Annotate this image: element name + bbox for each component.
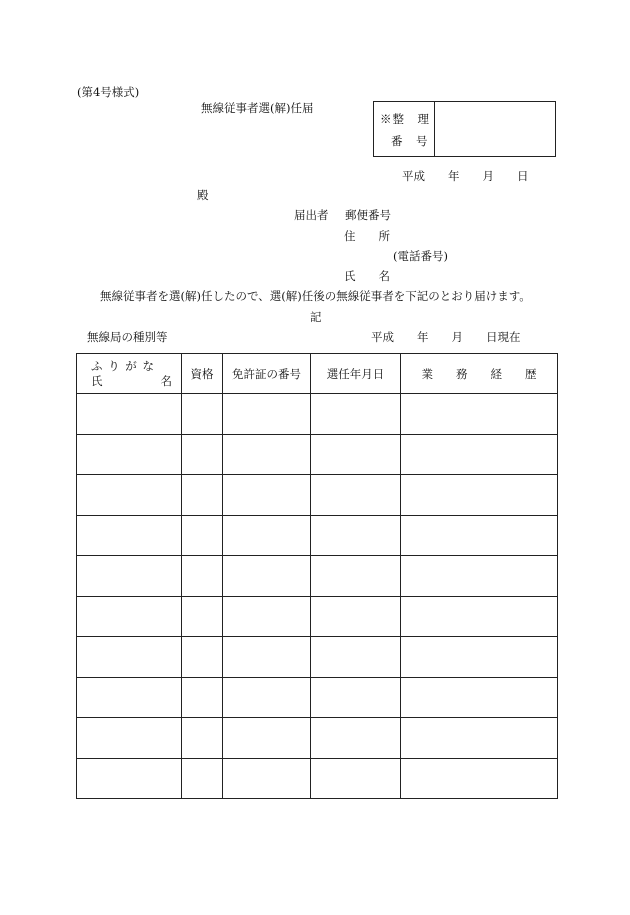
qualification-cell[interactable]: [182, 475, 223, 516]
license-number-cell[interactable]: [223, 718, 311, 759]
table-row: [77, 596, 558, 637]
table-row: [77, 677, 558, 718]
qualification-cell[interactable]: [182, 434, 223, 475]
table-row: [77, 475, 558, 516]
name-cell[interactable]: [77, 596, 182, 637]
table-row: [77, 434, 558, 475]
name-cell[interactable]: [77, 556, 182, 597]
name-cell[interactable]: [77, 718, 182, 759]
appointment-date-cell[interactable]: [311, 515, 401, 556]
license-number-cell[interactable]: [223, 515, 311, 556]
station-type-label: 無線局の種別等: [87, 330, 168, 344]
appointment-date-cell[interactable]: [311, 718, 401, 759]
license-number-cell[interactable]: [223, 637, 311, 678]
header-name-label: [91, 376, 172, 388]
submission-date[interactable]: 平成 年 月 日: [402, 169, 529, 183]
table-row: [77, 515, 558, 556]
header-furigana: ふ り が な: [91, 359, 155, 373]
qualification-cell[interactable]: [182, 394, 223, 435]
addressee-label: 殿: [197, 188, 209, 202]
qualification-cell[interactable]: [182, 758, 223, 799]
appointment-date-cell[interactable]: [311, 758, 401, 799]
license-number-cell[interactable]: [223, 394, 311, 435]
appointment-date-cell[interactable]: [311, 637, 401, 678]
career-cell[interactable]: [401, 637, 558, 678]
header-license-number: 免許証の番号: [223, 354, 311, 394]
table-row: [77, 394, 558, 435]
career-cell[interactable]: [401, 556, 558, 597]
phone-label: (電話番号): [393, 249, 448, 263]
ref-box-label-line1: ※整 理: [380, 112, 430, 126]
license-number-cell[interactable]: [223, 596, 311, 637]
name-cell[interactable]: [77, 677, 182, 718]
appointment-date-cell[interactable]: [311, 475, 401, 516]
postal-code-label: 郵便番号: [345, 208, 391, 222]
career-cell[interactable]: [401, 596, 558, 637]
table-row: [77, 556, 558, 597]
header-career: 業 務 経 歴: [401, 354, 558, 394]
ki-heading: 記: [310, 310, 322, 324]
document-title: 無線従事者選(解)任届: [201, 101, 314, 115]
qualification-cell[interactable]: [182, 637, 223, 678]
qualification-cell[interactable]: [182, 596, 223, 637]
career-cell[interactable]: [401, 475, 558, 516]
form-number: (第4号様式): [77, 85, 140, 99]
ref-box-divider: [434, 102, 435, 156]
table-row: [77, 637, 558, 678]
name-cell[interactable]: [77, 434, 182, 475]
operator-roster-table: [76, 353, 558, 799]
reference-number-box: [373, 101, 556, 157]
license-number-cell[interactable]: [223, 556, 311, 597]
career-cell[interactable]: [401, 758, 558, 799]
ref-box-label-line2: 番 号: [391, 134, 429, 148]
notifier-label: 届出者: [294, 208, 329, 222]
career-cell[interactable]: [401, 677, 558, 718]
qualification-cell[interactable]: [182, 556, 223, 597]
name-cell[interactable]: [77, 475, 182, 516]
qualification-cell[interactable]: [182, 677, 223, 718]
name-cell[interactable]: [77, 637, 182, 678]
header-name-a: 氏: [91, 374, 103, 388]
table-header-row: [77, 354, 558, 394]
table-row: [77, 758, 558, 799]
header-name-b: 名: [160, 374, 172, 388]
header-name: [77, 354, 182, 394]
license-number-cell[interactable]: [223, 758, 311, 799]
license-number-cell[interactable]: [223, 475, 311, 516]
name-label: 氏 名: [344, 269, 390, 283]
notice-body-text: 無線従事者を選(解)任したので、選(解)任後の無線従事者を下記のとおり届けます。: [100, 289, 531, 303]
table-row: [77, 718, 558, 759]
header-qualification: 資格: [182, 354, 223, 394]
name-cell[interactable]: [77, 394, 182, 435]
license-number-cell[interactable]: [223, 677, 311, 718]
appointment-date-cell[interactable]: [311, 556, 401, 597]
qualification-cell[interactable]: [182, 515, 223, 556]
appointment-date-cell[interactable]: [311, 394, 401, 435]
career-cell[interactable]: [401, 515, 558, 556]
license-number-cell[interactable]: [223, 434, 311, 475]
appointment-date-cell[interactable]: [311, 434, 401, 475]
header-appointment-date: 選任年月日: [311, 354, 401, 394]
career-cell[interactable]: [401, 434, 558, 475]
name-cell[interactable]: [77, 758, 182, 799]
current-date[interactable]: 平成 年 月 日現在: [371, 330, 521, 344]
appointment-date-cell[interactable]: [311, 677, 401, 718]
qualification-cell[interactable]: [182, 718, 223, 759]
appointment-date-cell[interactable]: [311, 596, 401, 637]
address-label: 住 所: [344, 229, 390, 243]
career-cell[interactable]: [401, 718, 558, 759]
name-cell[interactable]: [77, 515, 182, 556]
career-cell[interactable]: [401, 394, 558, 435]
